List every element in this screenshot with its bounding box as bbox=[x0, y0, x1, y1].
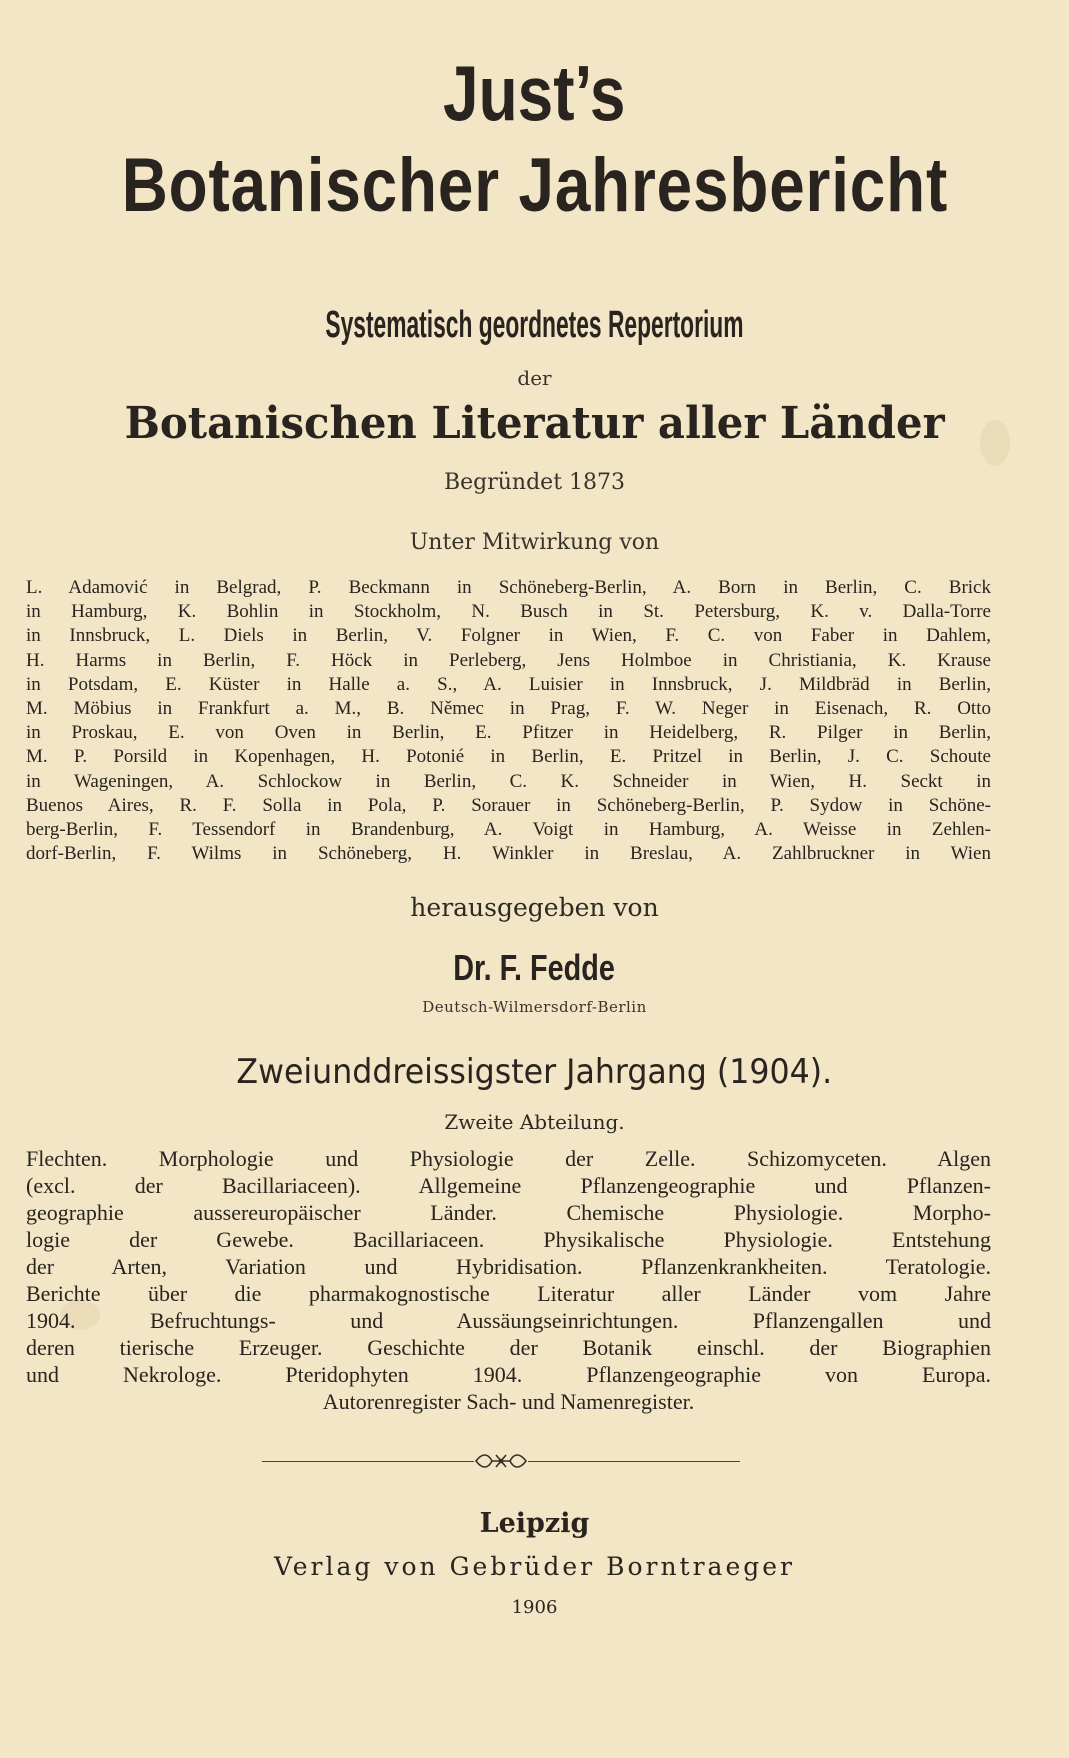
topic-line: Flechten. Morphologie und Physiologie der Zelle. Schizomyceten. Algen bbox=[26, 1146, 991, 1171]
contributors-block bbox=[26, 576, 991, 866]
contributor-line: M. P. Porsild in Kopenhagen, H. Potonié in Berlin, E. Pritzel in Berlin, J. C. Schoute bbox=[26, 746, 991, 768]
topic-line: der Arten, Variation und Hybridisation. Pflanzenkrankheiten. Teratologie. bbox=[26, 1254, 991, 1279]
contributor-line: in Potsdam, E. Küster in Halle a. S., A. Luisier in Innsbruck, J. Mildbräd in Berlin, bbox=[26, 673, 991, 695]
contributor-line: M. Möbius in Frankfurt a. M., B. Němec in Prag, F. W. Neger in Eisenach, R. Otto bbox=[26, 697, 991, 719]
volume-title: Zweiunddreissigster Jahrgang (1904). bbox=[236, 1052, 833, 1092]
contributor-line: H. Harms in Berlin, F. Höck in Perleberg, Jens Holmboe in Christiania, K. Krause bbox=[26, 649, 991, 671]
topics-block bbox=[26, 1145, 991, 1415]
contributor-line: in Innsbruck, L. Diels in Berlin, V. Folgner in Wien, F. C. von Faber in Dahlem, bbox=[26, 625, 991, 647]
literatur-heading: Botanischen Literatur aller Länder bbox=[124, 398, 945, 449]
editor-intro: herausgegeben von bbox=[410, 893, 659, 922]
editor-place: Deutsch-Wilmersdorf-Berlin bbox=[422, 998, 647, 1016]
topic-line: logie der Gewebe. Bacillariaceen. Physikalische Physiologie. Entstehung bbox=[26, 1227, 991, 1252]
contributor-line: L. Adamović in Belgrad, P. Beckmann in Schöneberg-Berlin, A. Born in Berlin, C. Brick bbox=[26, 577, 991, 598]
contributor-line: in Proskau, E. von Oven in Berlin, E. Pfitzer in Heidelberg, R. Pilger in Berlin, bbox=[26, 722, 991, 744]
imprint-year: 1906 bbox=[511, 1597, 558, 1618]
divider-rule-left bbox=[262, 1461, 474, 1462]
contributor-line: berg-Berlin, F. Tessendorf in Brandenburg, A. Voigt in Hamburg, A. Weisse in Zehlen- bbox=[26, 818, 991, 840]
editor-name: Dr. F. Fedde bbox=[453, 947, 616, 988]
topic-line: geographie aussereuropäischer Länder. Chemische Physiologie. Morpho- bbox=[26, 1200, 991, 1225]
founded-text: Begründet 1873 bbox=[443, 470, 626, 495]
decorative-flourish-icon bbox=[474, 1448, 528, 1474]
topic-line: (excl. der Bacillariaceen). Allgemeine Pflanzengeographie und Pflanzen- bbox=[26, 1173, 991, 1198]
contributor-line: dorf-Berlin, F. Wilms in Schöneberg, H. Winkler in Breslau, A. Zahlbruckner in Wien bbox=[26, 843, 991, 865]
topic-line: und Nekrologe. Pteridophyten 1904. Pflanzengeographie von Europa. bbox=[26, 1362, 991, 1387]
cooperation-text: Unter Mitwirkung von bbox=[409, 530, 660, 555]
der-text: der bbox=[517, 366, 552, 390]
imprint-publisher: Verlag von Gebrüder Borntraeger bbox=[273, 1552, 795, 1581]
contributor-line: Buenos Aires, R. F. Solla in Pola, P. Sorauer in Schöneberg-Berlin, P. Sydow in Schöne- bbox=[26, 794, 991, 816]
contributor-line: in Hamburg, K. Bohlin in Stockholm, N. Busch in St. Petersburg, K. v. Dalla-Torre bbox=[26, 601, 991, 623]
topic-line: 1904. Befruchtungs- und Aussäungseinrichtungen. Pflanzengallen und bbox=[26, 1308, 991, 1333]
divider-rule-right bbox=[528, 1461, 740, 1462]
imprint-city: Leipzig bbox=[479, 1508, 590, 1539]
title-line-2: Botanischer Jahresbericht bbox=[121, 143, 948, 228]
topic-line: Berichte über die pharmakognostische Literatur aller Länder vom Jahre bbox=[26, 1281, 991, 1306]
topic-line: deren tierische Erzeuger. Geschichte der Botanik einschl. der Biographien bbox=[26, 1335, 991, 1360]
contributor-line: in Wageningen, A. Schlockow in Berlin, C. K. Schneider in Wien, H. Seckt in bbox=[26, 770, 991, 792]
volume-part: Zweite Abteilung. bbox=[444, 1110, 625, 1134]
title-line-1: Just’s bbox=[443, 49, 626, 137]
topic-line: Autorenregister Sach- und Namenregister. bbox=[322, 1389, 695, 1414]
repertorium-heading: Systematisch geordnetes Repertorium bbox=[325, 304, 744, 346]
